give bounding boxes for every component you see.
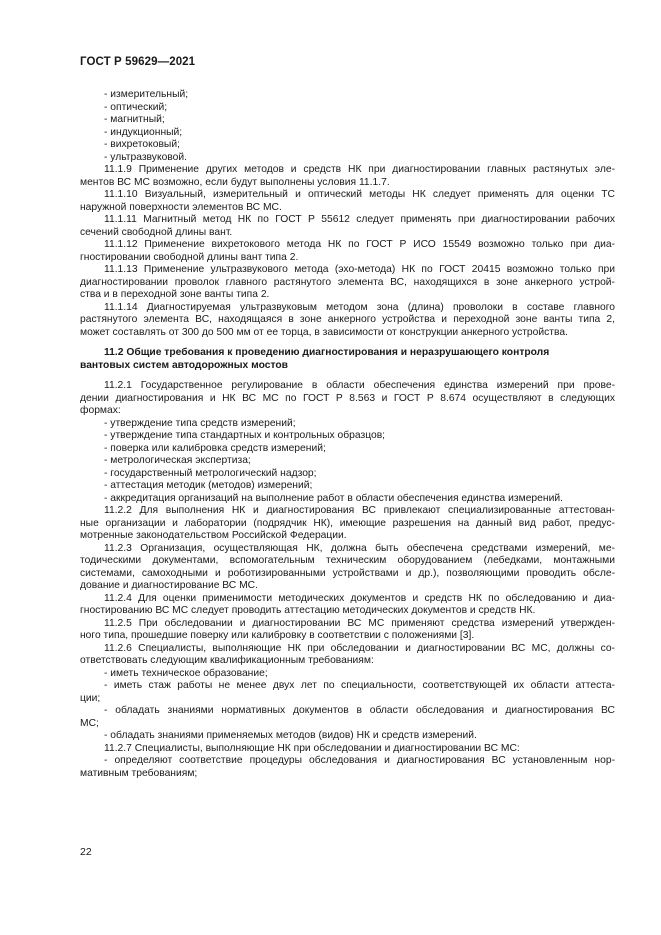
text-line: гностированию ВС МС следует проводить аттестацию методических документов и средств НК. <box>80 605 536 616</box>
text-line: 11.2.7 Специалисты, выполняющие НК при обследовании и диагностировании ВС МС: <box>104 742 520 754</box>
text-line: - иметь техническое образование; <box>104 667 268 679</box>
text-line: наружной поверхности элементов ВС МС. <box>80 201 282 213</box>
text-line: - государственный метрологический надзор; <box>104 467 317 479</box>
text-line: - индукционный; <box>104 126 183 138</box>
text-line: ные организации и лаборатории (подрядчик НК), имеющие разрешения на данный вид работ, предус- <box>80 517 615 529</box>
text-line: 11.1.14 Диагностируемая ультразвуковым методом зона (длина) проволоки в составе главного <box>104 301 615 313</box>
text-line: - магнитный; <box>104 114 165 125</box>
text-line: гностировании свободной длины вант типа 2. <box>80 251 299 263</box>
text-line: - поверка или калибровка средств измерений; <box>104 442 326 454</box>
text-line: 11.1.10 Визуальный, измерительный и оптический методы НК следует применять для оценки ТС <box>104 189 615 200</box>
text-line: может составлять от 300 до 500 мм от ее торца, в зависимости от конструкции анкерного устройства. <box>80 326 568 338</box>
text-line: мотренные законодательством Российской Федерации. <box>80 530 347 541</box>
section-heading-line: 11.2 Общие требования к проведению диагностирования и неразрушающего контроля <box>104 347 550 358</box>
text-line: тодическими документами, вспомогательным техническим оборудованием (лебедками, монтажными <box>80 555 615 566</box>
text-line: МС; <box>80 717 99 729</box>
text-line: сечений свободной длины вант. <box>80 226 233 238</box>
text-line: 11.2.5 При обследовании и диагностировании ВС МС применяют средства измерений утвержден- <box>104 617 615 629</box>
text-line: - аттестация методик (методов) измерений; <box>104 480 313 491</box>
text-line: - обладать знаниями нормативных документов в области обследования и диагностирования ВС <box>104 705 615 716</box>
text-line: диагностировании проволок главного растянутого элемента ВС, находящихся в зоне анкерного устрой- <box>80 276 615 288</box>
section-spacer <box>80 339 615 347</box>
text-line: 11.2.4 Для оценки применимости методических документов и средств НК по обследованию и диа- <box>104 592 615 604</box>
text-line: формах: <box>80 405 121 416</box>
text-line: - обладать знаниями применяемых методов (видов) НК и средств измерений. <box>104 730 477 741</box>
document-header: ГОСТ Р 59629—2021 <box>80 56 196 68</box>
text-line: 11.1.11 Магнитный метод НК по ГОСТ Р 55612 следует применять при диагностировании рабочих <box>104 214 615 225</box>
text-line: 11.1.12 Применение вихретокового метода НК по ГОСТ Р ИСО 15549 возможно только при диа- <box>104 239 615 250</box>
text-line: - утверждение типа стандартных и контрольных образцов; <box>104 430 386 441</box>
section-spacer <box>80 372 615 380</box>
section-heading-line: вантовых систем автодорожных мостов <box>80 359 288 371</box>
text-line: дование и диагностирование ВС МС. <box>80 580 258 591</box>
text-line: ного типа, прошедшие поверку или калибровку в соответствии с положениями [3]. <box>80 630 475 641</box>
text-line: мативным требованиям; <box>80 767 198 779</box>
text-line: 11.1.13 Применение ультразвукового метода (эхо-метода) НК по ГОСТ 20415 возможно только при <box>104 264 615 275</box>
page-number: 22 <box>80 846 92 858</box>
document-body <box>80 89 615 780</box>
text-line: - ультразвуковой. <box>104 151 187 163</box>
text-line: дении диагностирования и НК ВС МС по ГОСТ Р 8.563 и ГОСТ Р 8.674 осуществляют в следующих <box>80 392 615 404</box>
text-line: 11.2.2 Для выполнения НК и диагностирования ВС привлекают специализированные аттестован- <box>104 505 615 516</box>
text-line: - оптический; <box>104 101 168 113</box>
text-line: 11.2.3 Организация, осуществляющая НК, должна быть обеспечена средствами измерений, ме- <box>104 542 615 554</box>
text-line: ства и в переходной зоне ванты типа 2. <box>80 289 270 300</box>
text-line: - утверждение типа средств измерений; <box>104 417 296 429</box>
text-line: - измерительный; <box>104 89 189 100</box>
text-line: растянутого элемента ВС, находящаяся в зоне анкерного устройства и переходной зоне ванты типа 2, <box>80 314 615 325</box>
text-line: 11.1.9 Применение других методов и средств НК при диагностировании главных растянутых эле- <box>104 164 615 175</box>
text-line: - аккредитация организаций на выполнение работ в области обеспечения единства измерений. <box>104 492 563 504</box>
text-line: - вихретоковый; <box>104 139 180 150</box>
text-line: - метрологическая экспертиза; <box>104 455 251 466</box>
text-line: ции; <box>80 692 101 704</box>
text-line: 11.2.6 Специалисты, выполняющие НК при обследовании и диагностировании ВС МС, должны со- <box>104 642 615 654</box>
text-line: системами, самоходными и роботизированными устройствами и др.), позволяющими проводить обсле- <box>80 567 615 579</box>
text-line: - иметь стаж работы не менее двух лет по специальности, соответствующей их области аттеста- <box>104 680 615 691</box>
text-line: ответствовать следующим квалификационным требованиям: <box>80 655 374 666</box>
text-line: - определяют соответствие процедуры обследования и диагностирования ВС установленным нор- <box>104 755 615 766</box>
text-line: ментов ВС МС возможно, если будут выполнены условия 11.1.7. <box>80 176 390 188</box>
text-line: 11.2.1 Государственное регулирование в области обеспечения единства измерений при прове- <box>104 380 615 391</box>
